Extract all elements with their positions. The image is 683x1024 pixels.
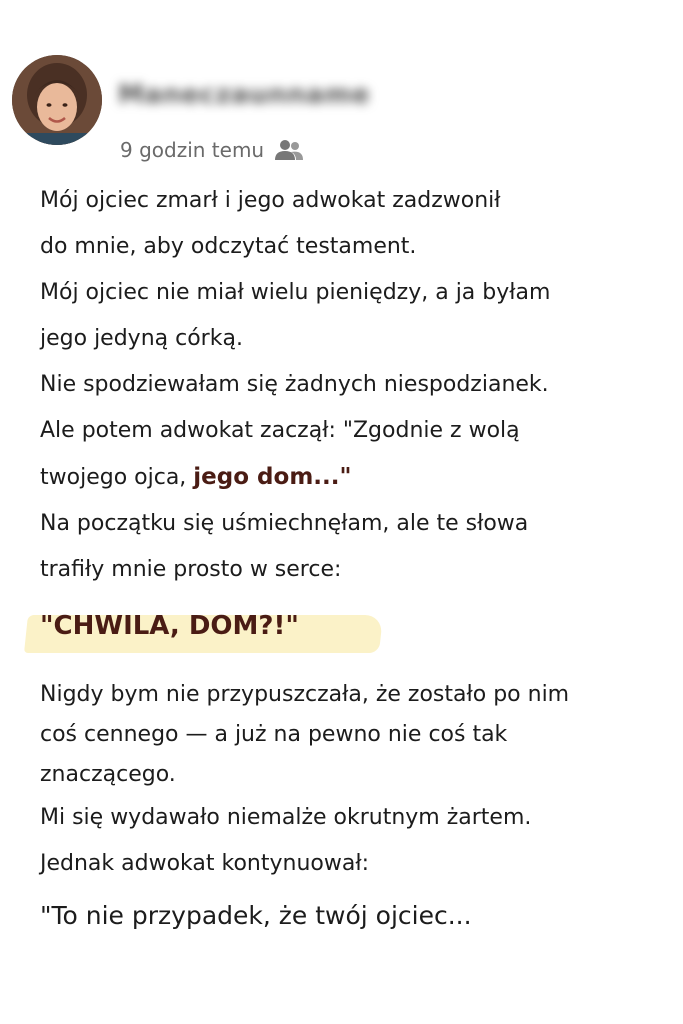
paragraph: Nigdy bym nie przypuszczała, że zostało po nim coś cennego — a już na pewno nie coś tak znaczącego. [40,682,570,787]
post-body [40,178,665,941]
post-meta [120,138,304,162]
highlight-phrase: jego dom..." [193,464,352,490]
timestamp[interactable]: 9 godzin temu [120,138,265,162]
paragraph: Nie spodziewałam się żadnych niespodzianek. [40,372,549,397]
avatar[interactable] [12,55,102,145]
paragraph: Mój ojciec zmarł i jego adwokat zadzwonił do mnie, aby odczytać testament. [40,188,501,259]
paragraph-with-highlight [40,408,665,501]
paragraph: Jednak adwokat kontynuował: [40,851,369,876]
paragraph: Na początku się uśmiechnęłam, ale te słowa trafiły mnie prosto w serce: [40,511,529,582]
exclamation-text: "CHWILA, DOM?!" [40,611,299,641]
paragraph-text: Ale potem adwokat zaczął: "Zgodnie z wolą twojego ojca, [40,418,520,490]
paragraph: Mój ojciec nie miał wielu pieniędzy, a ja byłam jego jedyną córką. [40,280,551,351]
avatar-image [12,55,102,145]
final-line: "To nie przypadek, że twój ojciec... [40,901,472,930]
paragraph: Mi się wydawało niemalże okrutnym żartem. [40,805,532,830]
exclamation-block [26,609,665,661]
people-icon[interactable] [274,139,304,161]
username[interactable]: Maneczaunname [118,80,370,110]
